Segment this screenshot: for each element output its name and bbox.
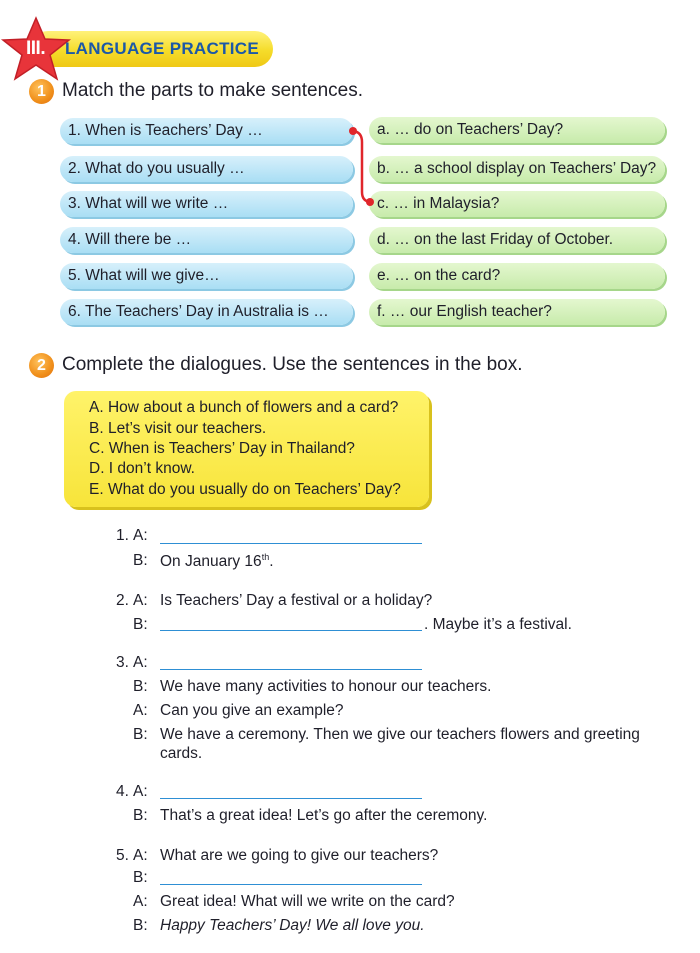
dialogue-5-a-line-2: Great idea! What will we write on the card? bbox=[160, 893, 455, 910]
dialogue-5-speaker-a: A: bbox=[133, 847, 148, 864]
dialogue-3-b-line-2b: cards. bbox=[160, 745, 203, 762]
match-left-item-3: 3. What will we write … bbox=[60, 191, 353, 217]
box-sentence-b: B. Let’s visit our teachers. bbox=[89, 420, 267, 437]
match-left-item-6: 6. The Teachers’ Day in Australia is … bbox=[60, 299, 353, 325]
dialogue-3-speaker-a: A: bbox=[133, 654, 148, 671]
match-right-item-f: f. … our English teacher? bbox=[369, 299, 665, 325]
dialogue-2-a-line: Is Teachers’ Day a festival or a holiday? bbox=[160, 592, 433, 609]
dialogue-2-blank[interactable] bbox=[160, 630, 422, 631]
dialogue-1-b-line: On January 16th. bbox=[160, 552, 274, 571]
dialogue-5-speaker-b: B: bbox=[133, 869, 148, 886]
section-title: LANGUAGE PRACTICE bbox=[65, 39, 259, 58]
match-right-item-b: b. … a school display on Teachers’ Day? bbox=[369, 156, 665, 182]
dialogue-4-blank[interactable] bbox=[160, 798, 422, 799]
dialogue-1-blank[interactable] bbox=[160, 543, 422, 544]
dialogue-3-b-line-2a: We have a ceremony. Then we give our teachers flowers and greeting bbox=[160, 726, 640, 743]
dialogue-3-speaker-b: B: bbox=[133, 678, 148, 695]
dialogue-4-speaker-a: A: bbox=[133, 783, 148, 800]
box-sentence-e: E. What do you usually do on Teachers’ Day? bbox=[89, 481, 401, 498]
dialogue-5-number: 5. bbox=[116, 847, 129, 864]
match-left-item-5: 5. What will we give… bbox=[60, 263, 353, 289]
dialogue-2-b-tail: . Maybe it’s a festival. bbox=[424, 616, 572, 633]
dialogue-5-b-line-2: Happy Teachers’ Day! We all love you. bbox=[160, 917, 425, 934]
dialogue-2-number: 2. bbox=[116, 592, 129, 609]
exercise-1-instruction: Match the parts to make sentences. bbox=[62, 80, 363, 101]
dialogue-3-speaker-b-2: B: bbox=[133, 726, 148, 743]
dialogue-5-a-line-1: What are we going to give our teachers? bbox=[160, 847, 439, 864]
box-sentence-a: A. How about a bunch of flowers and a card? bbox=[89, 399, 399, 416]
dialogue-1-speaker-a: A: bbox=[133, 527, 148, 544]
dialogue-5-speaker-b-2: B: bbox=[133, 917, 148, 934]
match-right-item-c: c. … in Malaysia? bbox=[369, 191, 665, 217]
match-example-connector bbox=[340, 120, 380, 210]
dialogue-3-number: 3. bbox=[116, 654, 129, 671]
dialogue-1-speaker-b: B: bbox=[133, 552, 148, 569]
dialogue-3-speaker-a-2: A: bbox=[133, 702, 148, 719]
box-sentence-c: C. When is Teachers’ Day in Thailand? bbox=[89, 440, 355, 457]
dialogue-4-number: 4. bbox=[116, 783, 129, 800]
match-left-item-4: 4. Will there be … bbox=[60, 227, 353, 253]
dialogue-5-speaker-a-2: A: bbox=[133, 893, 148, 910]
dialogue-2-speaker-b: B: bbox=[133, 616, 148, 633]
exercise-1-badge: 1 bbox=[29, 79, 54, 104]
dialogue-3-b-line-1: We have many activities to honour our teachers. bbox=[160, 678, 492, 695]
section-number: III. bbox=[26, 38, 46, 59]
dialogue-3-a-line-2: Can you give an example? bbox=[160, 702, 344, 719]
match-left-item-2: 2. What do you usually … bbox=[60, 156, 353, 182]
match-right-item-e: e. … on the card? bbox=[369, 263, 665, 289]
dialogue-4-speaker-b: B: bbox=[133, 807, 148, 824]
match-right-item-a: a. … do on Teachers’ Day? bbox=[369, 117, 665, 143]
dialogue-5-blank[interactable] bbox=[160, 884, 422, 885]
dialogue-4-b-line: That’s a great idea! Let’s go after the ceremony. bbox=[160, 807, 488, 824]
match-right-item-d: d. … on the last Friday of October. bbox=[369, 227, 665, 253]
dialogue-1-number: 1. bbox=[116, 527, 129, 544]
match-left-item-1: 1. When is Teachers’ Day … bbox=[60, 118, 353, 144]
exercise-2-badge: 2 bbox=[29, 353, 54, 378]
box-sentence-d: D. I don’t know. bbox=[89, 460, 195, 477]
dialogue-3-blank[interactable] bbox=[160, 669, 422, 670]
exercise-2-instruction: Complete the dialogues. Use the sentences in the box. bbox=[62, 354, 523, 375]
dialogue-2-speaker-a: A: bbox=[133, 592, 148, 609]
